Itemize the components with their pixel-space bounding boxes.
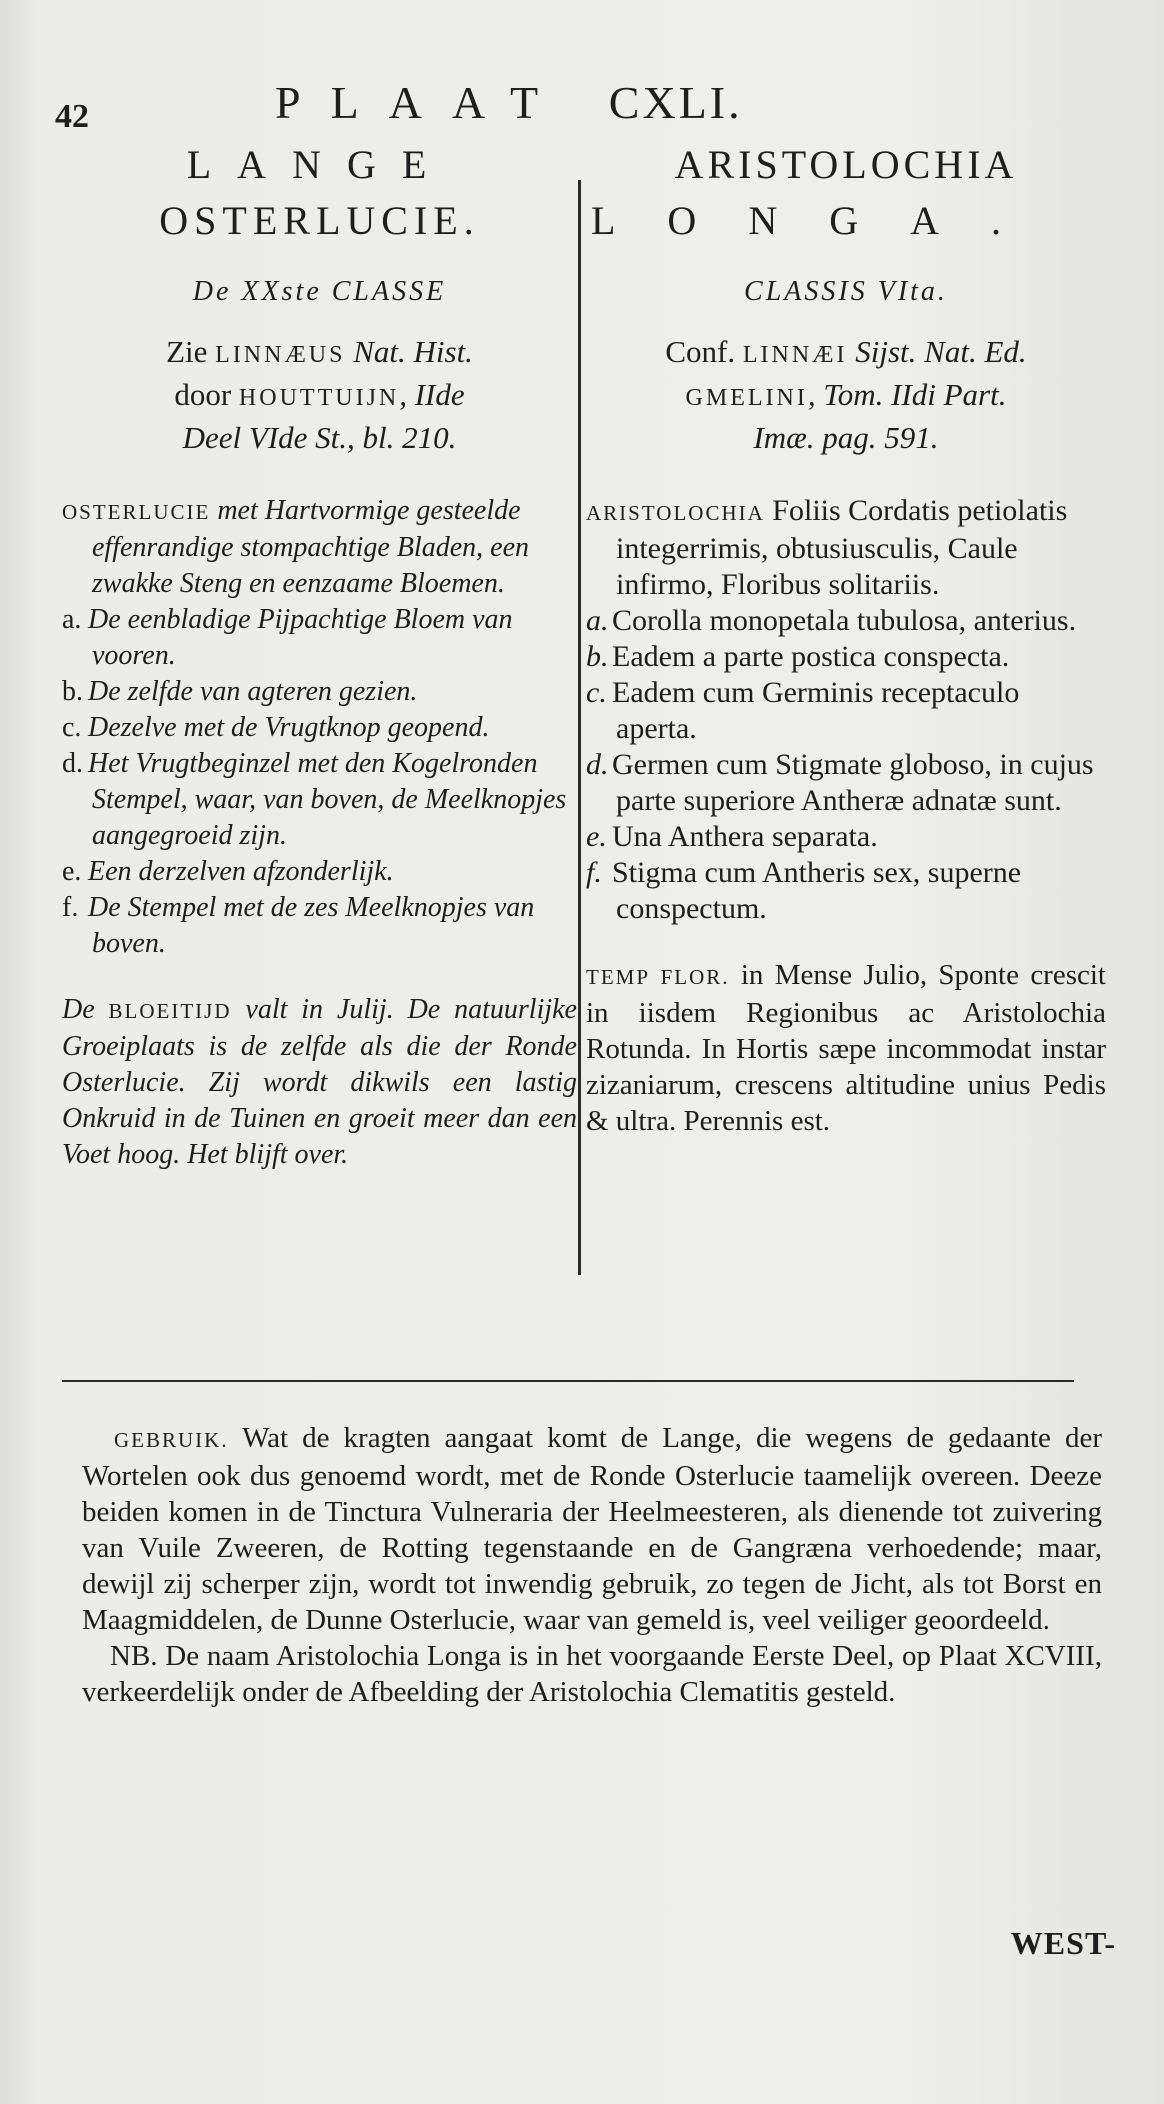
dutch-flowering-paragraph [62, 992, 577, 1173]
item-text: De eenbladige Pijpachtige Bloem van vooren. [88, 604, 513, 671]
item-mark: d. [62, 748, 83, 779]
item-mark: e. [586, 820, 607, 853]
dutch-reference [62, 332, 577, 457]
plate-heading [275, 76, 743, 129]
bloei-lead: De [62, 994, 109, 1025]
list-item [586, 603, 1106, 639]
item-mark: c. [62, 712, 82, 743]
item-text: Una Anthera separata. [612, 820, 878, 853]
running-head [0, 70, 1164, 135]
dutch-title-line1: LANGE [186, 142, 453, 187]
description-lead: OSTERLUCIE [62, 500, 211, 524]
list-item [62, 890, 577, 962]
plate-number: CXLI. [608, 77, 743, 128]
item-mark: a. [62, 604, 82, 635]
dutch-description [62, 493, 577, 602]
usage-section [82, 1420, 1102, 1710]
latin-title-line2: LONGA. [591, 198, 1053, 243]
plate-word: PLAAT [275, 77, 568, 128]
item-mark: f. [62, 892, 79, 923]
ref-author: LINNÆUS [215, 342, 346, 368]
list-item [62, 674, 577, 710]
nb-paragraph: NB. De naam Aristolochia Longa is in het voorgaande Eerste Deel, op Plaat XCVIII, verkeerdelijk onder de Afbeelding der Aristolochia Clematitis gesteld. [82, 1640, 1102, 1708]
dutch-title-line2: OSTERLUCIE. [159, 198, 480, 243]
latin-description [586, 493, 1106, 603]
item-mark: d. [586, 748, 609, 781]
latin-column [586, 140, 1106, 1139]
gebruik-lead: GEBRUIK. [114, 1428, 229, 1452]
ref-translator: HOUTTUIJN [238, 385, 400, 411]
item-mark: b. [586, 640, 609, 673]
catchword: WEST- [1010, 1925, 1116, 1961]
latin-reference [586, 332, 1106, 457]
description-text: met Hartvormige gesteelde effenrandige stompachtige Bladen, een zwakke Steng en eenzaame Bloemen. [92, 495, 529, 599]
item-text: De zelfde van agteren gezien. [88, 676, 418, 707]
item-text: Germen cum Stigmate globoso, in cujus parte superiore Antheræ adnatæ sunt. [612, 748, 1094, 817]
dutch-classis: De XXste CLASSE [192, 276, 447, 307]
ref-tom: , Tom. IIdi Part. [807, 377, 1007, 412]
item-mark: a. [586, 604, 609, 637]
list-item [62, 710, 577, 746]
latin-classis: CLASSIS VIta. [744, 276, 948, 307]
list-item [62, 746, 577, 854]
ref-page: Imæ. pag. 591. [753, 420, 939, 455]
list-item [586, 747, 1106, 819]
latin-title-line1: ARISTOLOCHIA [674, 142, 1018, 187]
ref-editor: GMELINI [685, 385, 808, 411]
column-divider [578, 180, 581, 1275]
latin-flowering-paragraph [586, 957, 1106, 1139]
ref-conf: Conf. [665, 334, 743, 369]
description-lead: ARISTOLOCHIA [586, 501, 765, 525]
ref-work: Sijst. Nat. Ed. [847, 334, 1027, 369]
item-text: Het Vrugtbeginzel met den Kogelronden Stempel, waar, van boven, de Meelknopjes aangegroeid zijn. [88, 748, 567, 851]
item-mark: e. [62, 856, 82, 887]
ref-door: door [174, 377, 239, 412]
list-item [586, 675, 1106, 747]
item-text: Stigma cum Antheris sex, superne conspectum. [612, 856, 1022, 925]
temp-caps: TEMP FLOR. [586, 965, 730, 989]
list-item [62, 854, 577, 890]
section-divider [62, 1380, 1074, 1382]
list-item [586, 855, 1106, 927]
item-text: Dezelve met de Vrugtknop geopend. [88, 712, 490, 743]
item-text: Een derzelven afzonderlijk. [88, 856, 394, 887]
temp-text: in Mense Julio, Sponte crescit in iisdem Regionibus ac Aristolochia Rotunda. In Hortis sæpe incommodat instar zizaniarum, crescens altitudine unius Pedis & ultra. Perennis est. [586, 959, 1106, 1137]
usage-paragraph [82, 1420, 1102, 1638]
ref-work: Nat. Hist. [345, 334, 473, 369]
item-mark: c. [586, 676, 607, 709]
gebruik-text: Wat de kragten aangaat komt de Lange, die wegens de gedaante der Wortelen ook dus genoemd wordt, met de Ronde Osterlucie taamelijk overeen. Deeze beiden komen in de Tinctura Vulneraria der Heelmeesteren, als dienende tot zuivering van Vuile Zweeren, de Rotting tegenstaande en de Gangræna verhoedende; maar, dewijl zij scherper zijn, wordt tot inwendig gebruik, zo tegen de Jicht, als tot Borst en Maagmiddelen, de Dunne Osterlucie, waar van gemeld is, veel veiliger geoordeeld. [82, 1422, 1102, 1636]
item-mark: f. [586, 856, 602, 889]
dutch-column [62, 140, 577, 1173]
item-text: Corolla monopetala tubulosa, anterius. [612, 604, 1077, 637]
item-text: De Stempel met de zes Meelknopjes van boven. [88, 892, 535, 959]
ref-author: LINNÆI [742, 342, 848, 368]
bloei-text: valt in Julij. De natuurlijke Groeiplaats is de zelfde als die der Ronde Osterlucie. Zij wordt dikwils een lastig Onkruid in de Tuinen en groeit meer dan een Voet hoog. Het blijft over. [62, 994, 577, 1170]
ref-deel: , IIde [399, 377, 465, 412]
ref-volume: Deel VIde St., bl. 210. [182, 420, 457, 455]
latin-figure-list [586, 603, 1106, 927]
list-item [586, 819, 1106, 855]
page-number: 42 [55, 98, 89, 135]
ref-zie: Zie [166, 334, 216, 369]
item-text: Eadem a parte postica conspecta. [612, 640, 1010, 673]
list-item [62, 602, 577, 674]
description-text: Foliis Cordatis petiolatis integerrimis, obtusiusculis, Caule infirmo, Floribus solitariis. [616, 494, 1068, 601]
list-item [586, 639, 1106, 675]
item-text: Eadem cum Germinis receptaculo aperta. [612, 676, 1020, 745]
bloei-caps: BLOEITIJD [108, 999, 232, 1023]
item-mark: b. [62, 676, 83, 707]
dutch-figure-list [62, 602, 577, 962]
